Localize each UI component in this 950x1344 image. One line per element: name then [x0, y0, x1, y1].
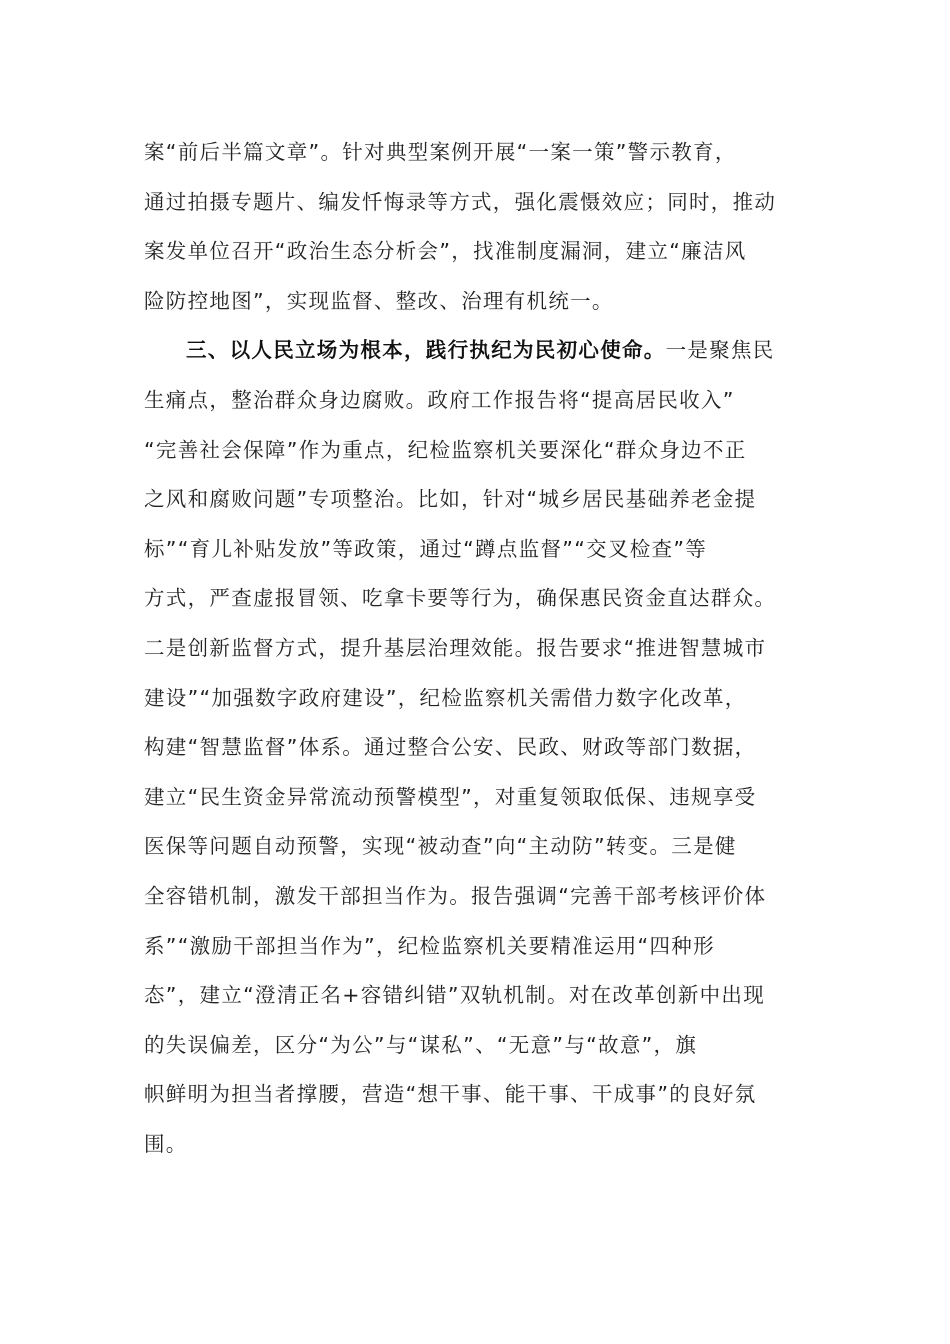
paragraph-line: 之风和腐败问题”专项整治。比如，针对“城乡居民基础养老金提	[144, 487, 757, 512]
paragraph-line: 险防控地图”，实现监督、整改、治理有机统一。	[144, 288, 614, 313]
paragraph-line: “完善社会保障”作为重点，纪检监察机关要深化“群众身边不正	[144, 437, 747, 462]
paragraph-line: 建立“民生资金异常流动预警模型”，对重复领取低保、违规享受	[144, 784, 757, 809]
paragraph-line: 建设”“加强数字政府建设”，纪检监察机关需借力数字化改革，	[144, 685, 747, 710]
paragraph-line: 方式，严查虚报冒领、吃拿卡要等行为，确保惠民资金直达群众。	[144, 586, 777, 611]
paragraph-line: 的失误偏差，区分“为公”与“谋私”、“无意”与“故意”，旗	[144, 1032, 698, 1057]
paragraph-line: 系”“激励干部担当作为”，纪检监察机关要精准运用“四种形	[144, 933, 715, 958]
paragraph-line: 通过拍摄专题片、编发忏悔录等方式，强化震慑效应；同时，推动	[144, 189, 777, 214]
paragraph-line: 标”“育儿补贴发放”等政策，通过“蹲点监督”“交叉检查”等	[144, 536, 708, 561]
paragraph-1	[144, 128, 814, 326]
paragraph-first-line-text: 一是聚焦民	[665, 338, 775, 363]
paragraph-line: 围。	[144, 1131, 188, 1156]
paragraph-line: 二是创新监督方式，提升基层治理效能。报告要求“推进智慧城市	[144, 635, 767, 660]
paragraph-line: 医保等问题自动预警，实现“被动查”向“主动防”转变。三是健	[144, 834, 737, 859]
paragraph-line: 案发单位召开“政治生态分析会”，找准制度漏洞，建立“廉洁风	[144, 239, 747, 264]
paragraph-line: 态”，建立“澄清正名+容错纠错”双轨机制。对在改革创新中出现	[144, 983, 766, 1008]
paragraph-line: 全容错机制，激发干部担当作为。报告强调“完善干部考核评价体	[144, 883, 767, 908]
paragraph-line: 帜鲜明为担当者撑腰，营造“想干事、能干事、干成事”的良好氛	[144, 1082, 757, 1107]
paragraph-first-line	[144, 326, 814, 376]
paragraph-line: 案“前后半篇文章”。针对典型案例开展“一案一策”警示教育，	[144, 140, 737, 164]
paragraph-line: 生痛点，整治群众身边腐败。政府工作报告将“提高居民收入”	[144, 387, 735, 412]
paragraph-2	[144, 326, 814, 1169]
document-body	[144, 128, 814, 1169]
section-heading: 三、以人民立场为根本，践行执纪为民初心使命。	[186, 338, 666, 363]
paragraph-line: 构建“智慧监督”体系。通过整合公安、民政、财政等部门数据，	[144, 735, 757, 760]
